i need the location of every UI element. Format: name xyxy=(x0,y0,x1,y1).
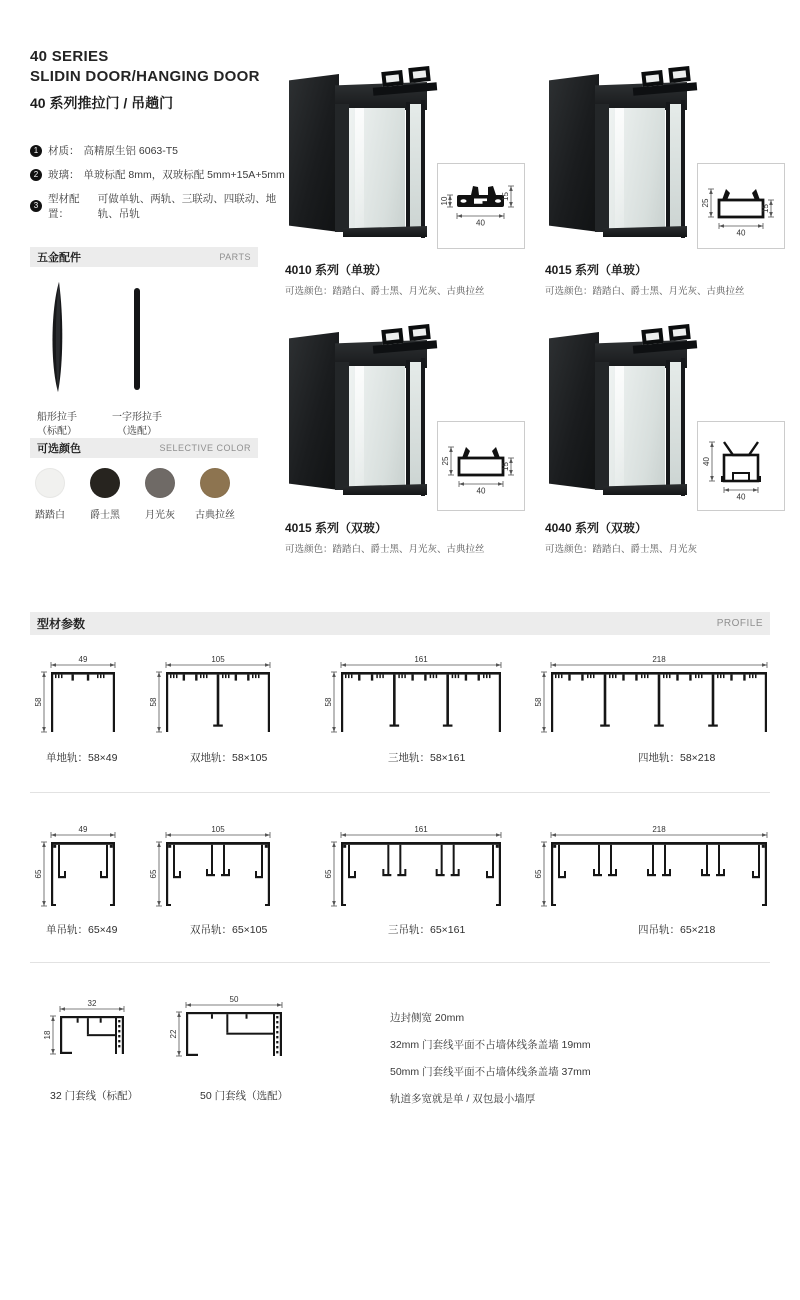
svg-text:65: 65 xyxy=(149,869,158,879)
note-line: 轨道多宽就是单 / 双包最小墙厚 xyxy=(390,1093,536,1105)
ground-track-diagram-2 xyxy=(148,656,278,747)
product-caption xyxy=(545,519,697,555)
track-label: 单吊轨：65×49 xyxy=(46,924,118,936)
profile-title-en: PROFILE xyxy=(716,618,763,629)
swatch-circle xyxy=(35,468,65,498)
colors-section-header xyxy=(30,438,258,458)
casing-diagram-32 xyxy=(42,1000,132,1069)
product-colors: 可选颜色：踏踏白、爵士黑、月光灰 xyxy=(545,544,698,555)
product-render-4015s xyxy=(545,58,705,250)
svg-text:105: 105 xyxy=(211,826,225,834)
product-name: 4040 系列（双玻） xyxy=(545,521,648,535)
notes-block xyxy=(390,1005,591,1113)
svg-text:10: 10 xyxy=(440,196,449,206)
ground-track-diagram-4 xyxy=(533,656,775,747)
series-title-cn: 40 系列推拉门 / 吊趟门 xyxy=(30,95,174,111)
spec-number-badge: 1 xyxy=(30,145,42,157)
ground-track-diagram-3 xyxy=(323,656,509,747)
note-line: 50mm 门套线平面不占墙体线条盖墙 37mm xyxy=(390,1066,591,1078)
swatch-circle xyxy=(145,468,175,498)
svg-text:25: 25 xyxy=(441,456,450,466)
swatch-circle xyxy=(200,468,230,498)
spec-item xyxy=(30,167,290,182)
product-caption xyxy=(285,519,485,555)
product-render-4015d xyxy=(285,316,445,508)
hanging-track-diagram-2 xyxy=(148,826,278,921)
color-swatch-white: 踏踏白 xyxy=(28,468,72,521)
svg-text:15: 15 xyxy=(761,204,770,213)
product-name: 4010 系列（单玻） xyxy=(285,263,388,277)
svg-text:40: 40 xyxy=(736,228,746,238)
spec-item xyxy=(30,191,290,221)
spec-label: 材质： xyxy=(48,145,80,157)
track-label: 双地轨：58×105 xyxy=(190,752,268,764)
svg-text:65: 65 xyxy=(534,869,543,879)
casing-diagram-50 xyxy=(168,996,290,1071)
swatch-circle xyxy=(90,468,120,498)
casing-label: 32 门套线（标配） xyxy=(50,1090,139,1102)
handle-bar xyxy=(105,280,169,439)
svg-text:218: 218 xyxy=(652,656,666,664)
spec-label: 型材配置： xyxy=(48,193,80,220)
ground-track-diagram-1 xyxy=(33,656,123,747)
product-name: 4015 系列（双玻） xyxy=(285,521,388,535)
series-title-en-line1: 40 SERIES xyxy=(30,48,109,65)
spec-number-badge: 2 xyxy=(30,169,42,181)
spec-text: 单玻标配 8mm，双玻标配 5mm+15A+5mm xyxy=(83,169,285,181)
track-label: 双吊轨：65×105 xyxy=(190,924,268,936)
track-label: 四吊轨：65×218 xyxy=(638,924,716,936)
spec-item xyxy=(30,143,290,158)
product-render-4010 xyxy=(285,58,445,250)
product-name: 4015 系列（单玻） xyxy=(545,263,648,277)
svg-text:58: 58 xyxy=(34,697,43,707)
colors-title-cn: 可选颜色 xyxy=(37,443,81,455)
svg-text:49: 49 xyxy=(78,656,88,664)
svg-text:65: 65 xyxy=(324,869,333,879)
boat-handle-icon xyxy=(43,280,71,396)
section-cut-box-4040 xyxy=(697,421,785,511)
svg-text:18: 18 xyxy=(43,1030,52,1040)
bar-handle-icon xyxy=(123,280,151,396)
svg-text:32: 32 xyxy=(87,1000,97,1008)
svg-text:58: 58 xyxy=(149,697,158,707)
product-caption xyxy=(285,261,485,297)
section-cut-box-4010 xyxy=(437,163,525,249)
hanging-track-diagram-3 xyxy=(323,826,509,921)
section-cut-box-4015s xyxy=(697,163,785,249)
svg-text:15: 15 xyxy=(501,192,510,201)
product-colors: 可选颜色：踏踏白、爵士黑、月光灰、古典拉丝 xyxy=(285,544,485,555)
svg-text:40: 40 xyxy=(702,457,711,466)
note-line: 32mm 门套线平面不占墙体线条盖墙 19mm xyxy=(390,1039,591,1051)
product-colors: 可选颜色：踏踏白、爵士黑、月光灰、古典拉丝 xyxy=(285,286,485,297)
parts-title-cn: 五金配件 xyxy=(37,252,81,264)
parts-section-header xyxy=(30,247,258,267)
series-title-en-line2: SLIDIN DOOR/HANGING DOOR xyxy=(30,68,260,85)
track-label: 单地轨：58×49 xyxy=(46,752,118,764)
svg-text:40: 40 xyxy=(736,492,746,502)
hanging-track-diagram-4 xyxy=(533,826,775,921)
track-label: 三地轨：58×161 xyxy=(388,752,466,764)
section-cut-box-4015d xyxy=(437,421,525,511)
profile-section-header xyxy=(30,612,770,635)
color-swatch-gray: 月光灰 xyxy=(138,468,182,521)
track-label: 四地轨：58×218 xyxy=(638,752,716,764)
note-line: 边封侧宽 20mm xyxy=(390,1012,465,1024)
colors-title-en: SELECTIVE COLOR xyxy=(159,443,251,453)
spec-text: 可做单轨、两轨、三联动、四联动、地轨、吊轨 xyxy=(97,193,277,220)
color-swatch-black: 爵士黑 xyxy=(83,468,127,521)
divider xyxy=(30,962,770,963)
svg-text:65: 65 xyxy=(34,869,43,879)
svg-text:40: 40 xyxy=(476,486,486,496)
svg-text:161: 161 xyxy=(414,656,428,664)
handle-label: 一字形拉手 （选配） xyxy=(112,412,162,437)
svg-text:49: 49 xyxy=(78,826,88,834)
handle-label: 船形拉手 （标配） xyxy=(37,412,77,437)
svg-text:161: 161 xyxy=(414,826,428,834)
svg-text:15: 15 xyxy=(501,462,510,471)
hanging-track-diagram-1 xyxy=(33,826,123,921)
casing-label: 50 门套线（选配） xyxy=(200,1090,289,1102)
profile-title-cn: 型材参数 xyxy=(37,617,86,631)
svg-text:25: 25 xyxy=(701,198,710,208)
svg-text:58: 58 xyxy=(534,697,543,707)
color-swatch-bronze: 古典拉丝 xyxy=(193,468,237,521)
svg-text:105: 105 xyxy=(211,656,225,664)
track-label: 三吊轨：65×161 xyxy=(388,924,466,936)
svg-text:22: 22 xyxy=(169,1029,178,1039)
product-colors: 可选颜色：踏踏白、爵士黑、月光灰、古典拉丝 xyxy=(545,286,745,297)
spec-text: 高精原生铝 6063-T5 xyxy=(83,145,179,157)
svg-text:218: 218 xyxy=(652,826,666,834)
spec-list xyxy=(30,143,290,230)
svg-text:40: 40 xyxy=(476,218,485,228)
product-render-4040 xyxy=(545,316,705,508)
svg-text:58: 58 xyxy=(324,697,333,707)
parts-title-en: PARTS xyxy=(219,252,251,262)
handle-boat xyxy=(25,280,89,439)
product-caption xyxy=(545,261,745,297)
svg-text:50: 50 xyxy=(229,996,239,1004)
divider xyxy=(30,792,770,793)
spec-label: 玻璃： xyxy=(48,169,80,181)
spec-number-badge: 3 xyxy=(30,200,42,212)
